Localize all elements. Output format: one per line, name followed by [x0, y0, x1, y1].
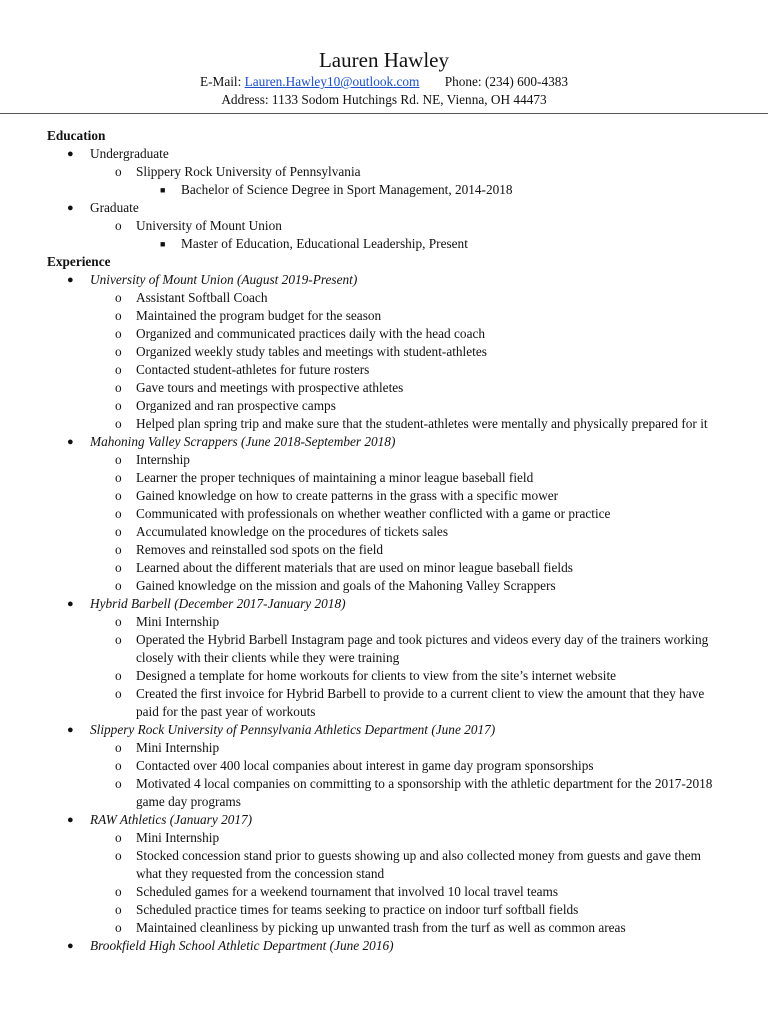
duty-text: Mini Internship	[136, 830, 220, 845]
duty-text: Gave tours and meetings with prospective athletes	[136, 380, 404, 395]
job-duty	[0, 577, 768, 595]
job-duty	[0, 901, 768, 919]
experience-list	[0, 271, 768, 955]
job-duty	[0, 487, 768, 505]
job-duty	[0, 559, 768, 577]
duty-text: Maintained cleanliness by picking up unwanted trash from the turf as well as common areas	[136, 920, 626, 935]
candidate-name: Lauren Hawley	[318, 48, 450, 72]
address-line: Address: 1133 Sodom Hutchings Rd. NE, Vienna, OH 44473	[221, 92, 547, 107]
resume-header	[0, 0, 768, 109]
bullet-icon: ●	[67, 724, 74, 736]
bullet-icon: ●	[67, 274, 74, 286]
job-duty	[0, 379, 768, 397]
education-item	[0, 199, 768, 217]
experience-job	[0, 937, 768, 955]
job-duty	[0, 757, 768, 775]
circle-bullet-icon: o	[115, 380, 122, 395]
experience-job	[0, 595, 768, 613]
education-level: Undergraduate	[90, 146, 169, 161]
circle-bullet-icon: o	[115, 884, 122, 899]
circle-bullet-icon: o	[115, 506, 122, 521]
job-title: Brookfield High School Athletic Department (June 2016)	[90, 938, 394, 953]
circle-bullet-icon: o	[115, 578, 122, 593]
bullet-icon: ●	[67, 814, 74, 826]
circle-bullet-icon: o	[115, 362, 122, 377]
phone-number: (234) 600-4383	[484, 74, 569, 89]
duty-text: Mini Internship	[136, 614, 220, 629]
circle-bullet-icon: o	[115, 758, 122, 773]
job-duty	[0, 361, 768, 379]
circle-bullet-icon: o	[115, 920, 122, 935]
job-title: Mahoning Valley Scrappers (June 2018-September 2018)	[90, 434, 396, 449]
email-link[interactable]: Lauren.Hawley10@outlook.com	[244, 74, 420, 89]
circle-bullet-icon: o	[115, 830, 122, 845]
circle-bullet-icon: o	[115, 902, 122, 917]
duty-text: Contacted student-athletes for future rosters	[136, 362, 370, 377]
duty-text: Scheduled games for a weekend tournament that involved 10 local travel teams	[136, 884, 559, 899]
job-duty	[0, 343, 768, 361]
degree-text: Master of Education, Educational Leadership, Present	[181, 236, 468, 251]
circle-bullet-icon: o	[115, 524, 122, 539]
experience-heading: Experience	[47, 254, 111, 269]
education-degree	[0, 181, 768, 199]
job-duty	[0, 325, 768, 343]
duty-text: Helped plan spring trip and make sure that the student-athletes were mentally and physically prepared for it	[136, 416, 708, 431]
bullet-icon: ●	[67, 202, 74, 214]
circle-bullet-icon: o	[115, 344, 122, 359]
email-label: E-Mail:	[199, 74, 242, 89]
job-title: RAW Athletics (January 2017)	[90, 812, 253, 827]
experience-job	[0, 811, 768, 829]
degree-text: Bachelor of Science Degree in Sport Management, 2014-2018	[181, 182, 513, 197]
job-title: Slippery Rock University of Pennsylvania Athletics Department (June 2017)	[90, 722, 496, 737]
bullet-icon: ●	[67, 148, 74, 160]
job-duty	[0, 739, 768, 757]
job-duty	[0, 541, 768, 559]
job-duty	[0, 685, 768, 721]
circle-bullet-icon: o	[115, 308, 122, 323]
circle-bullet-icon: o	[115, 560, 122, 575]
job-duty	[0, 451, 768, 469]
school-name: Slippery Rock University of Pennsylvania	[136, 164, 361, 179]
duty-text: Communicated with professionals on whether weather conflicted with a game or practice	[136, 506, 611, 521]
job-duty	[0, 289, 768, 307]
duty-text: Contacted over 400 local companies about interest in game day program sponsorships	[136, 758, 594, 773]
duty-text: Created the first invoice for Hybrid Barbell to provide to a current client to view the amount that they have paid for the past year of workouts	[136, 686, 705, 719]
circle-bullet-icon: o	[115, 542, 122, 557]
contact-line	[0, 73, 768, 91]
header-divider	[0, 113, 768, 114]
circle-bullet-icon: o	[115, 470, 122, 485]
experience-job	[0, 433, 768, 451]
duty-text: Removes and reinstalled sod spots on the field	[136, 542, 384, 557]
bullet-icon: ●	[67, 940, 74, 952]
job-duty	[0, 667, 768, 685]
job-duty	[0, 523, 768, 541]
circle-bullet-icon: o	[115, 686, 122, 701]
school-name: University of Mount Union	[136, 218, 282, 233]
duty-text: Organized and ran prospective camps	[136, 398, 336, 413]
circle-bullet-icon: o	[115, 668, 122, 683]
education-level: Graduate	[90, 200, 139, 215]
duty-text: Designed a template for home workouts for clients to view from the site’s internet website	[136, 668, 617, 683]
square-bullet-icon: ■	[160, 185, 166, 195]
job-title: University of Mount Union (August 2019-Present)	[90, 272, 358, 287]
duty-text: Organized and communicated practices daily with the head coach	[136, 326, 486, 341]
circle-bullet-icon: o	[115, 614, 122, 629]
job-duty	[0, 613, 768, 631]
duty-text: Mini Internship	[136, 740, 220, 755]
circle-bullet-icon: o	[115, 416, 122, 431]
bullet-icon: ●	[67, 598, 74, 610]
circle-bullet-icon: o	[115, 452, 122, 467]
duty-text: Gained knowledge on the mission and goals of the Mahoning Valley Scrappers	[136, 578, 556, 593]
phone-label: Phone:	[444, 74, 482, 89]
job-duty	[0, 307, 768, 325]
job-duty	[0, 505, 768, 523]
duty-text: Scheduled practice times for teams seeking to practice on indoor turf softball fields	[136, 902, 579, 917]
circle-bullet-icon: o	[115, 164, 122, 179]
education-school	[0, 163, 768, 181]
duty-text: Maintained the program budget for the season	[136, 308, 382, 323]
experience-job	[0, 721, 768, 739]
circle-bullet-icon: o	[115, 848, 122, 863]
duty-text: Motivated 4 local companies on committing to a sponsorship with the athletic department for the 2017-2018 game day programs	[136, 776, 713, 809]
circle-bullet-icon: o	[115, 488, 122, 503]
circle-bullet-icon: o	[115, 776, 122, 791]
duty-text: Accumulated knowledge on the procedures of tickets sales	[136, 524, 449, 539]
job-duty	[0, 631, 768, 667]
duty-text: Gained knowledge on how to create patterns in the grass with a specific mower	[136, 488, 559, 503]
resume-body	[0, 127, 768, 955]
job-duty	[0, 775, 768, 811]
job-duty	[0, 919, 768, 937]
job-duty	[0, 397, 768, 415]
education-degree	[0, 235, 768, 253]
circle-bullet-icon: o	[115, 326, 122, 341]
education-heading: Education	[47, 128, 106, 143]
circle-bullet-icon: o	[115, 398, 122, 413]
square-bullet-icon: ■	[160, 239, 166, 249]
job-duty	[0, 829, 768, 847]
bullet-icon: ●	[67, 436, 74, 448]
job-duty	[0, 847, 768, 883]
duty-text: Stocked concession stand prior to guests showing up and also collected money from guests and gave them what they requested from the concession stand	[136, 848, 702, 881]
job-duty	[0, 469, 768, 487]
circle-bullet-icon: o	[115, 290, 122, 305]
education-item	[0, 145, 768, 163]
education-school	[0, 217, 768, 235]
circle-bullet-icon: o	[115, 632, 122, 647]
duty-text: Assistant Softball Coach	[136, 290, 268, 305]
job-title: Hybrid Barbell (December 2017-January 2018)	[90, 596, 346, 611]
job-duty	[0, 415, 768, 433]
job-duty	[0, 883, 768, 901]
duty-text: Learned about the different materials that are used on minor league baseball fields	[136, 560, 573, 575]
circle-bullet-icon: o	[115, 740, 122, 755]
duty-text: Operated the Hybrid Barbell Instagram page and took pictures and videos every day of the trainers working closely with their clients while they were training	[136, 632, 709, 665]
duty-text: Learner the proper techniques of maintaining a minor league baseball field	[136, 470, 534, 485]
circle-bullet-icon: o	[115, 218, 122, 233]
duty-text: Internship	[136, 452, 190, 467]
duty-text: Organized weekly study tables and meetings with student-athletes	[136, 344, 487, 359]
experience-job	[0, 271, 768, 289]
